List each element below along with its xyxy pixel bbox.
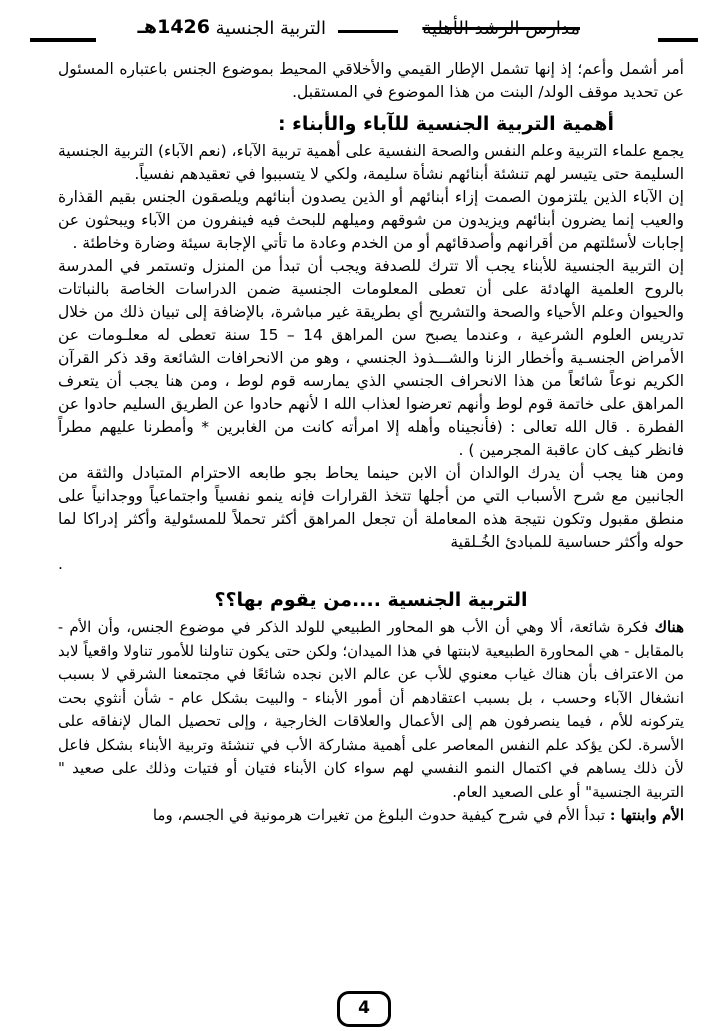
section-heading-importance: أهمية التربية الجنسية للآباء والأبناء : bbox=[277, 113, 614, 135]
paragraph-6-lead: الأم وابنتها : bbox=[609, 806, 684, 824]
school-name-text: مدارس الرشد الأهلية bbox=[422, 18, 580, 39]
intro-paragraph: أمر أشمل وأعم؛ إذ إنها تشمل الإطار القيمي والأخلاقي المحيط بموضوع الجنس باعتباره المسئول عن تحديد موقف الولد/ البنت من هذا الموضوع في المستقبل. bbox=[58, 60, 684, 101]
page-number: 4 bbox=[337, 991, 391, 1027]
page-header bbox=[30, 16, 698, 48]
trailing-dot: . bbox=[58, 555, 63, 573]
school-name bbox=[422, 18, 580, 39]
paragraph-3: إن التربية الجنسية للأبناء يجب ألا تترك للصدفة ويجب أن تبدأ من المنزل وتستمر في المدرسة بالروح العلمية الهادئة على أن تعطى المعلومات الجنسية ضمن الدراسات الخاصة بالنباتات والحيوان وعلم الأحياء والصحة والتشريح أي بطريقة غير مباشرة، بالإضافة إلى تبيان ذلك من خلال تدريس العلوم الشرعية ، وعندما يصبح سن المراهق 14 – 15 سنة تعطى له معلـومات عن الأمراض الجنسـية وأخطار الزنا والشـــذوذ الجنسي ، وهو من الانحرافات الشائعة وقد ذكر القرآن الكريم نوعاً شائعاً من هذا الانحراف الجنسي الذي يمارسه قوم لوط ، ومن هنا يجب أن يتعرف المراهق على خاتمة قوم لوط وأنهم تعرضوا لعذاب الله I لأنهم حادوا عن الطريق السليم حادوا عن الفطرة . قال الله تعالى : (فأنجيناه وأهله إلا امرأته كانت من الغابرين * وأمطرنا عليهم مطراً فانظر كيف كان عاقبة المجرمين ) . bbox=[58, 257, 684, 459]
header-rule-middle bbox=[338, 30, 398, 33]
paragraph-5-lead: هناك bbox=[654, 618, 684, 636]
page-content bbox=[58, 58, 684, 828]
paragraph-5-text: فكرة شائعة، ألا وهي أن الأب هو المحاور الطبيعي للولد الذكر في موضوع الجنس، وأن الأم - بالمقابل - هي المحاورة الطبيعية لابنتها في هذا الميدان؛ ولكن حتى يكون تناولنا للأمور تناولا واقعياً لابد من الاعتراف بأن هناك غياب معنوي للأب عن عالم الابن نجده شائعًا في مجتمعنا الشرقي لا بسبب انشغال الآباء وحسب ، بل بسبب اعتقادهم أن أمور الأبناء - والبيت بشكل عام - شأن أنثوي بحت يتركونه للأم ، فيما ينصرفون هم إلى الأعمال والعلاقات الخارجية ، وإلى تحصيل المال لإنفاقه على الأسرة. لكن يؤكد علم النفس المعاصر على أهمية مشاركة الأب في تنشئة وتربية الأبناء بشكل فاعل لأن ذلك يساهم في اكتمال النمو النفسي لهم سواء كان الأبناء فتيان أو فتيات وذلك على صعيد " التربية الجنسية" أو على الصعيد العام. bbox=[58, 618, 684, 801]
section-heading-who: التربية الجنسية ....من يقوم بها؟؟ bbox=[214, 589, 528, 611]
paragraph-5 bbox=[58, 616, 684, 804]
header-rule-right bbox=[658, 38, 698, 42]
year-label: 1426هـ bbox=[137, 16, 210, 38]
paragraph-6 bbox=[58, 804, 684, 828]
paragraph-4: ومن هنا يجب أن يدرك الوالدان أن الابن حينما يحاط بجو طابعه الاحترام المتبادل والثقة من الجانبين مع شرح الأسباب التي من أجلها تتخذ القرارات فإنه ينمو نفسياً واجتماعياً ووجدانياً على منطق مقبول وتكون نتيجة هذه المعاملة أن تجعل المراهق أكثر تحملاً للمسئولية وأكثر إدراكا لما حوله وأكثر حساسية للمبادئ الخُـلقية bbox=[58, 464, 684, 551]
paragraph-1: يجمع علماء التربية وعلم النفس والصحة النفسية على أهمية تربية الآباء، (نعم الآباء) التربية الجنسية السليمة حتى يتيسر لهم تنشئة أبنائهم نشأة سليمة، ولكي لا يتسببوا في تعقيدهم نفسياً. bbox=[58, 142, 684, 183]
subject-title: التربية الجنسية bbox=[215, 18, 326, 39]
paragraph-2: إن الآباء الذين يلتزمون الصمت إزاء أبنائهم أو الذين يصدون أبنائهم ويلصقون الجنس بقيم القذارة والعيب إنما يضرون أبنائهم ويزيدون من شوقهم وميلهم للبحث فيه فينفرون من الآباء ويبحثون عن إجابات لأسئلتهم من أقرانهم وأصدقائهم أو من الخدم وعادة ما تأتي الإجابة سيئة وضارة وخاطئة . bbox=[58, 188, 684, 252]
paragraph-6-text: تبدأ الأم في شرح كيفية حدوث البلوغ من تغيرات هرمونية في الجسم، وما bbox=[152, 806, 606, 824]
header-rule-left bbox=[30, 38, 96, 42]
